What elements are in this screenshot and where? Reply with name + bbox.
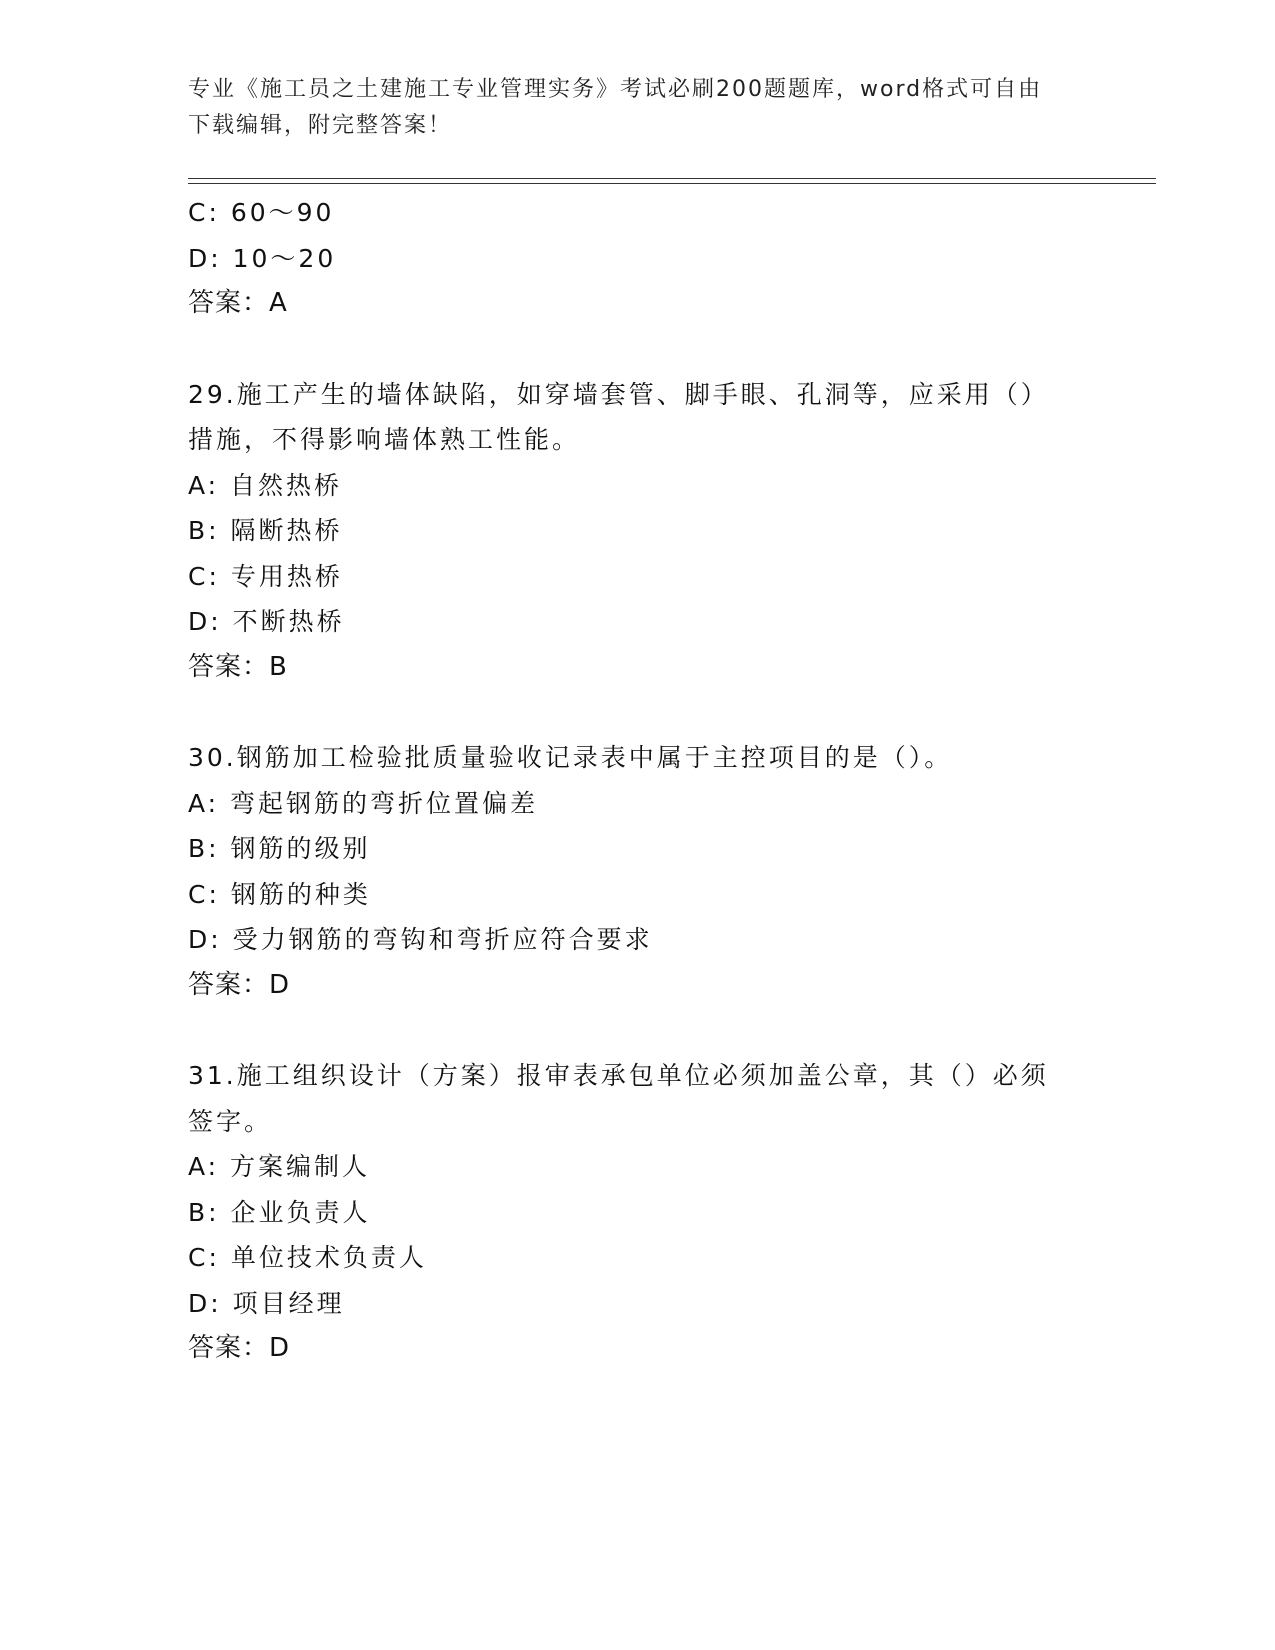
question-text: 30.钢筋加工检验批质量验收记录表中属于主控项目的是（）。: [188, 743, 953, 772]
answer-line: 答案：A: [188, 288, 288, 318]
question-block-28: [188, 190, 1088, 327]
spacer: [188, 1008, 1088, 1053]
question-content: [188, 190, 1088, 1372]
option-b: B: 企业负责人: [188, 1197, 371, 1227]
option-a: A: 方案编制人: [188, 1152, 371, 1181]
answer-line: 答案：D: [188, 969, 291, 1000]
option-b: B: 钢筋的级别: [188, 834, 371, 863]
header-title-line-1: 专业《施工员之土建施工专业管理实务》考试必刷200题题库，word格式可自由: [188, 77, 1043, 102]
answer-line: 答案：D: [188, 1333, 291, 1363]
question-text-continued: 措施，不得影响墙体熟工性能。: [188, 425, 581, 454]
spacer: [188, 690, 1088, 735]
question-text: 29.施工产生的墙体缺陷，如穿墙套管、脚手眼、孔洞等，应采用（）: [188, 379, 1049, 409]
answer-line: 答案：B: [188, 651, 288, 682]
page-header: [188, 72, 1088, 144]
option-c: C: 钢筋的种类: [188, 879, 371, 909]
spacer: [188, 327, 1088, 372]
option-a: A: 自然热桥: [188, 470, 343, 500]
option-d: D: 受力钢筋的弯钩和弯折应符合要求: [188, 925, 653, 954]
option-b: B: 隔断热桥: [188, 516, 343, 545]
question-text-continued: 签字。: [188, 1106, 273, 1136]
option-c: C: 专用热桥: [188, 561, 343, 591]
question-text: 31.施工组织设计（方案）报审表承包单位必须加盖公章，其（）必须: [188, 1061, 1049, 1090]
option-c: C: 60～90: [188, 198, 335, 227]
option-d: D: 项目经理: [188, 1288, 345, 1318]
option-a: A: 弯起钢筋的弯折位置偏差: [188, 788, 539, 818]
question-block-29: [188, 372, 1088, 691]
header-divider: [188, 178, 1156, 184]
option-d: D: 不断热桥: [188, 607, 345, 636]
option-c: C: 单位技术负责人: [188, 1243, 427, 1272]
header-title-line-2: 下载编辑，附完整答案！: [188, 113, 453, 138]
option-d: D: 10～20: [188, 243, 337, 273]
question-block-30: [188, 735, 1088, 1008]
question-block-31: [188, 1053, 1088, 1372]
